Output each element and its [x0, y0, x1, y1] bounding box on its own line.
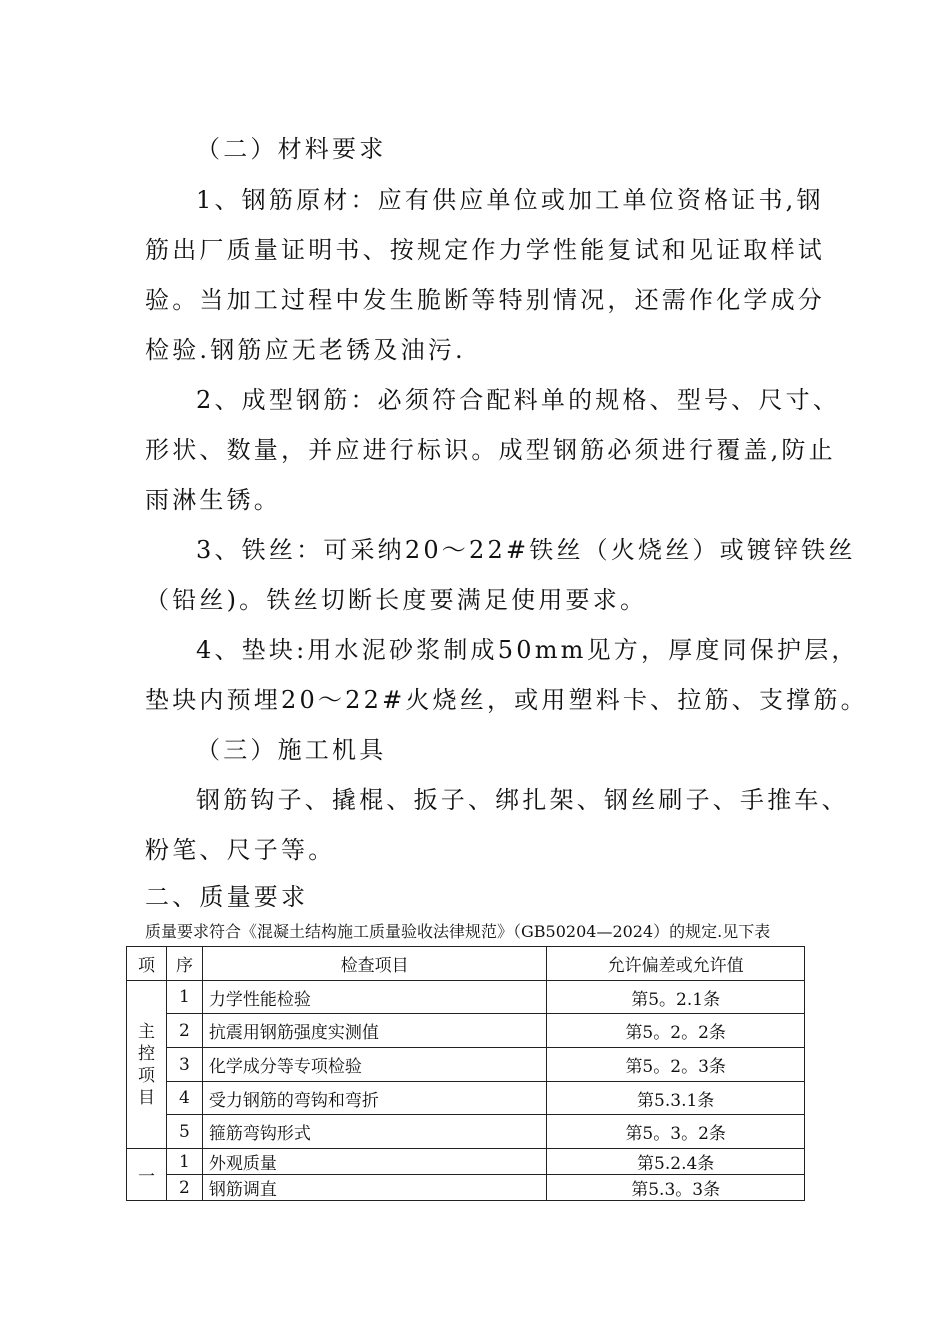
table-row	[127, 1048, 805, 1082]
row-item: 化学成分等专项检验	[202, 1048, 546, 1082]
table-row	[127, 1149, 805, 1175]
table-caption: 质量要求符合《混凝土结构施工质量验收法律规范》（GB50204—2024）的规定.见下表	[145, 922, 771, 941]
row-number: 2	[166, 1175, 202, 1201]
row-item: 受力钢筋的弯钩和弯折	[202, 1082, 546, 1115]
table-row	[127, 981, 805, 1014]
paragraph-line: 垫块内预埋20～22#火烧丝，或用塑料卡、拉筋、支撑筋。	[145, 686, 868, 714]
header-category: 项	[127, 947, 167, 981]
table-row	[127, 1082, 805, 1115]
row-item: 抗震用钢筋强度实测值	[202, 1014, 546, 1048]
row-value: 第5.2.4条	[547, 1149, 805, 1175]
row-number: 2	[166, 1014, 202, 1048]
category-main-control	[127, 981, 167, 1149]
row-value: 第5。2。2条	[547, 1014, 805, 1048]
paragraph-line: 筋出厂质量证明书、按规定作力学性能复试和见证取样试	[145, 236, 825, 264]
paragraph-line: 雨淋生锈。	[145, 486, 281, 514]
row-value: 第5。2.1条	[547, 981, 805, 1014]
category-label: 主控项目	[137, 1021, 155, 1108]
row-item: 钢筋调直	[202, 1175, 546, 1201]
row-number: 5	[166, 1115, 202, 1149]
paragraph-line: 3、铁丝：可采纳20～22#铁丝（火烧丝）或镀锌铁丝	[196, 536, 856, 564]
section-heading-tools: （三）施工机具	[196, 736, 387, 764]
row-value: 第5.3。3条	[547, 1175, 805, 1201]
header-tolerance: 允许偏差或允许值	[547, 947, 805, 981]
table-row	[127, 1014, 805, 1048]
category-general: 一	[127, 1149, 167, 1201]
row-number: 1	[166, 981, 202, 1014]
row-item: 力学性能检验	[202, 981, 546, 1014]
paragraph-line: 4、垫块:用水泥砂浆制成50mm见方，厚度同保护层，	[196, 636, 859, 664]
paragraph-line: 2、成型钢筋：必须符合配料单的规格、型号、尺寸、	[196, 386, 841, 414]
table-row	[127, 1175, 805, 1201]
quality-table	[126, 946, 805, 1201]
paragraph-line: 粉笔、尺子等。	[145, 836, 336, 864]
row-number: 4	[166, 1082, 202, 1115]
paragraph-line: （铅丝)。铁丝切断长度要满足使用要求。	[145, 586, 648, 614]
paragraph-line: 检验.钢筋应无老锈及油污.	[145, 336, 466, 364]
paragraph-line: 钢筋钩子、撬棍、扳子、绑扎架、钢丝刷子、手推车、	[196, 786, 849, 814]
row-value: 第5。3。2条	[547, 1115, 805, 1149]
row-value: 第5。2。3条	[547, 1048, 805, 1082]
paragraph-line: 形状、数量，并应进行标识。成型钢筋必须进行覆盖,防止	[145, 436, 836, 464]
section-heading-quality: 二、质量要求	[145, 883, 309, 911]
row-item: 外观质量	[202, 1149, 546, 1175]
table-row	[127, 1115, 805, 1149]
paragraph-line: 1、钢筋原材：应有供应单位或加工单位资格证书,钢	[196, 186, 824, 214]
row-number: 1	[166, 1149, 202, 1175]
row-number: 3	[166, 1048, 202, 1082]
row-value: 第5.3.1条	[547, 1082, 805, 1115]
header-number: 序	[166, 947, 202, 981]
row-item: 箍筋弯钩形式	[202, 1115, 546, 1149]
header-check-item: 检查项目	[202, 947, 546, 981]
paragraph-line: 验。当加工过程中发生脆断等特别情况，还需作化学成分	[145, 286, 825, 314]
table-header-row	[127, 947, 805, 981]
section-heading-materials: （二）材料要求	[196, 135, 387, 163]
